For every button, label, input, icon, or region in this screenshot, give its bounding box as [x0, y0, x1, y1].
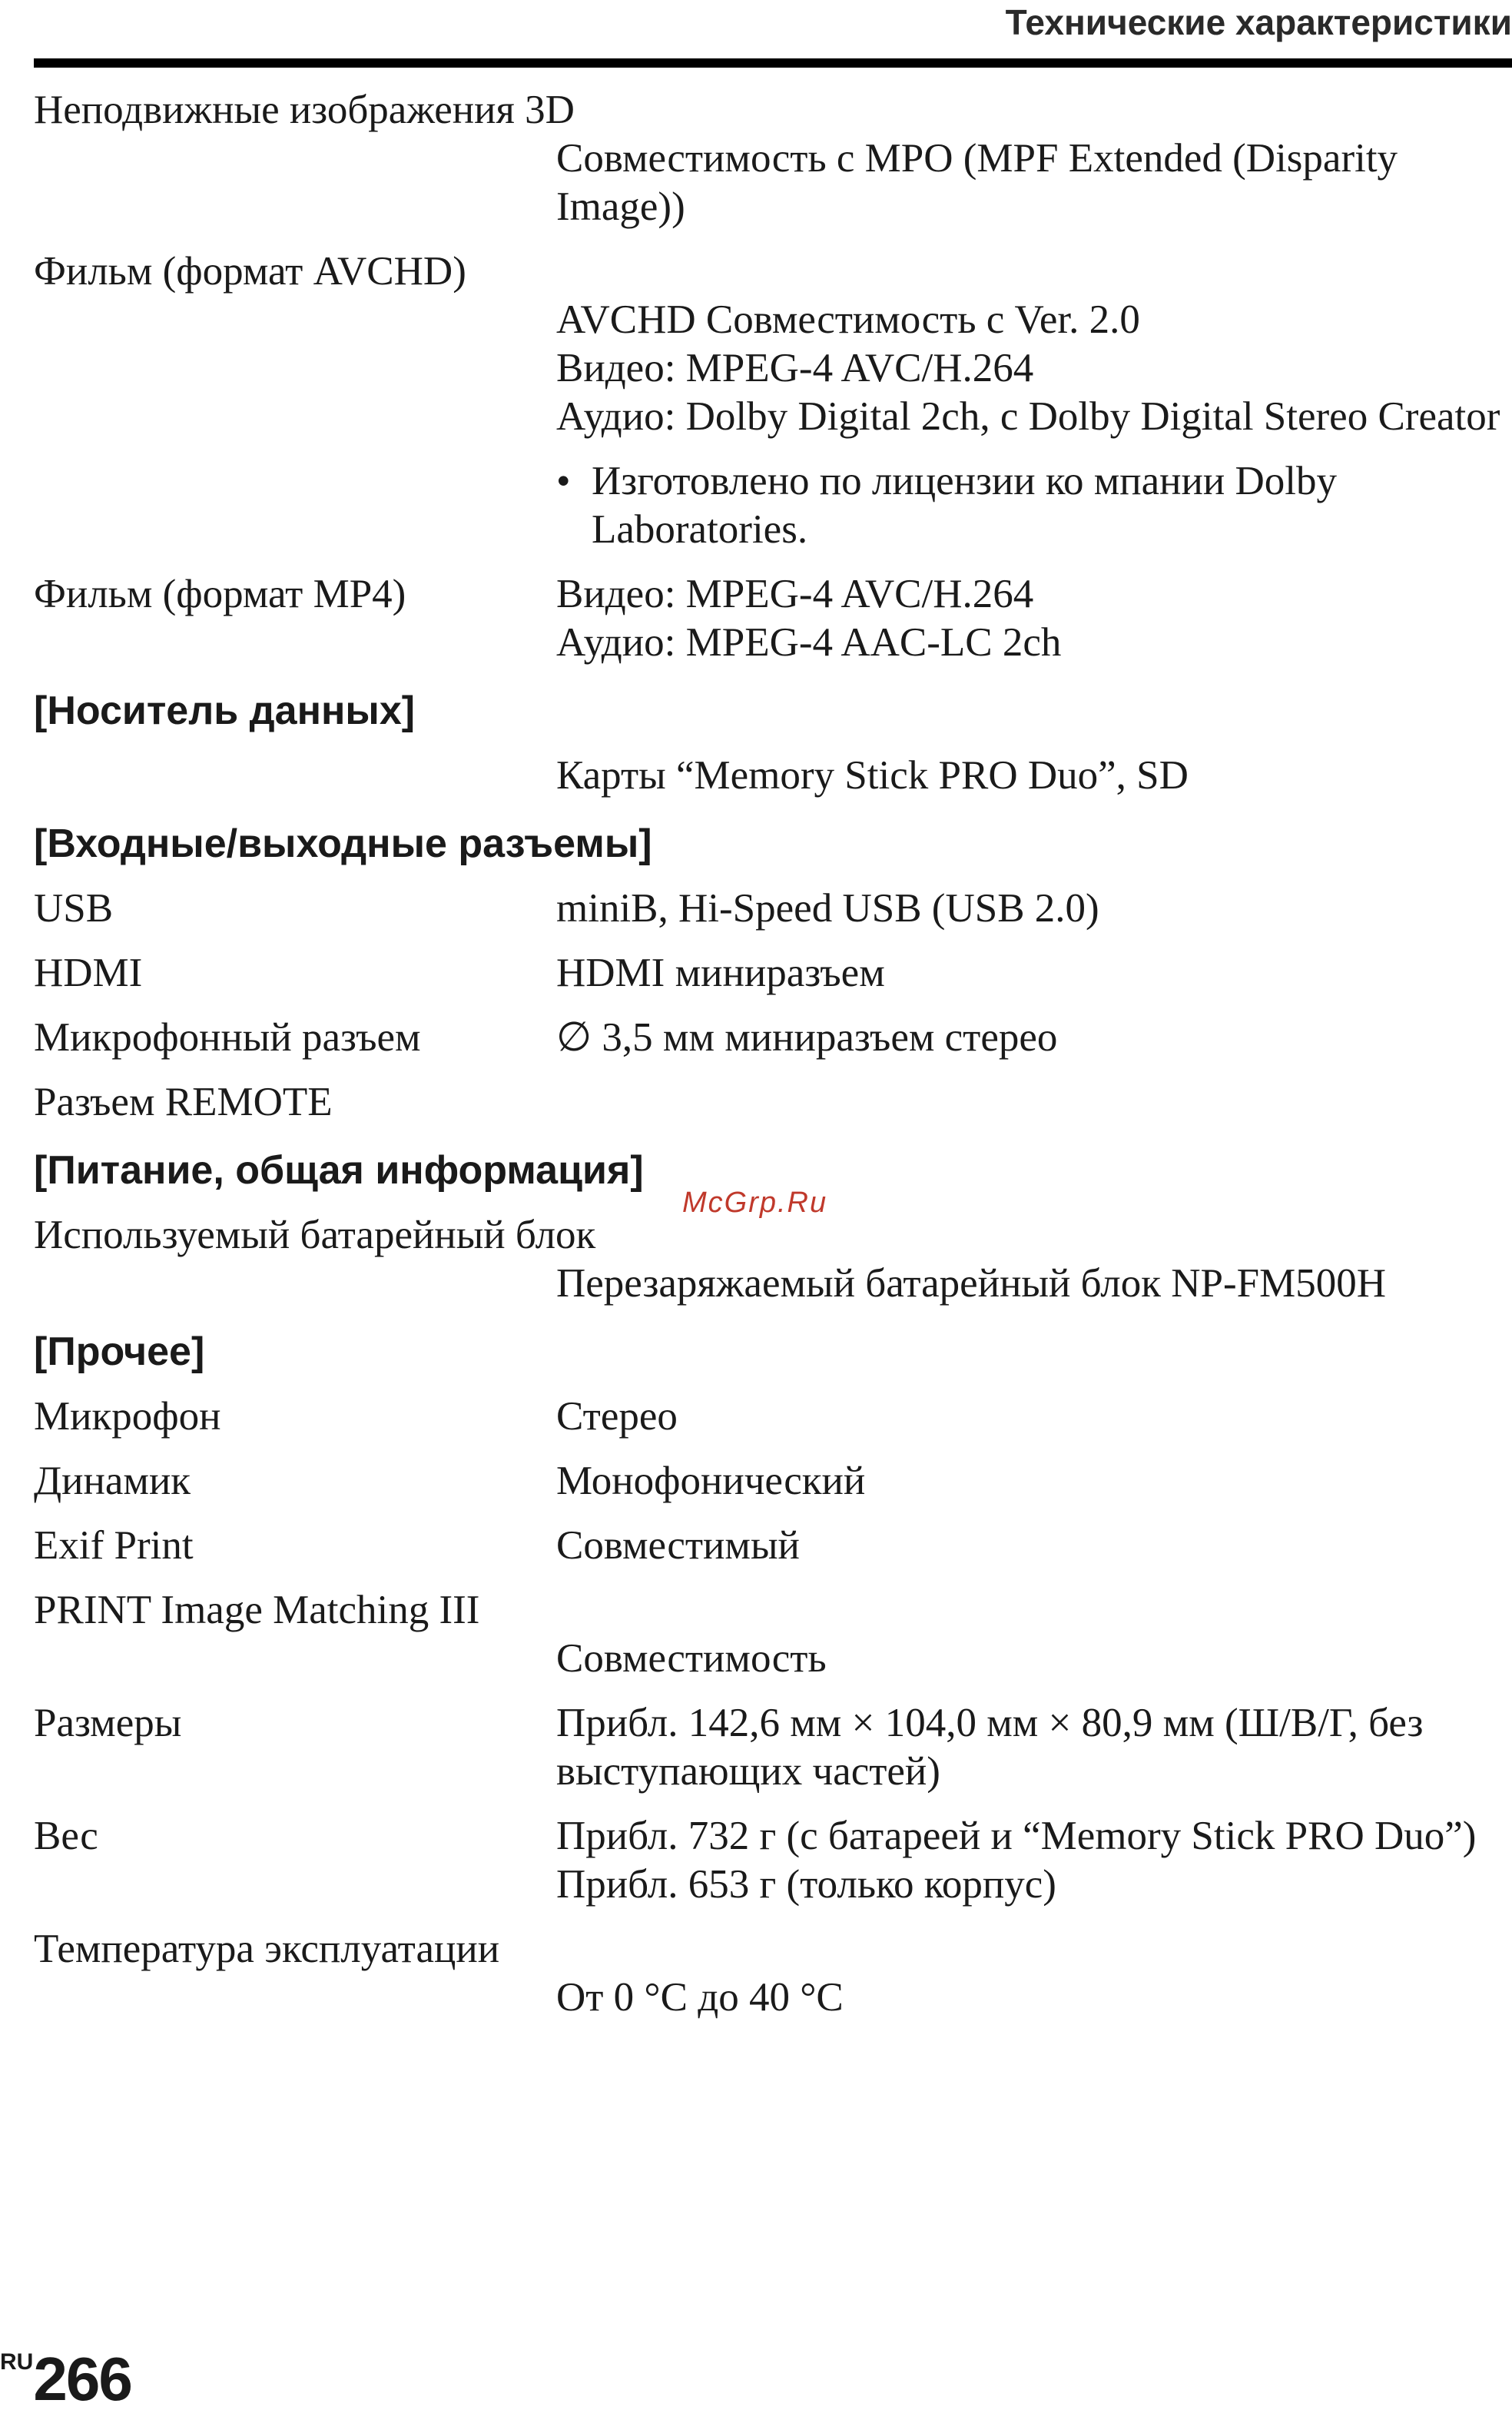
spec-values — [34, 1974, 1501, 2022]
spec-values — [556, 570, 1061, 667]
spec-values — [556, 1457, 865, 1505]
page-lang-code: RU — [0, 2349, 34, 2375]
spec-content — [34, 86, 1501, 2038]
section-title: [Носитель данных] — [34, 689, 416, 733]
spec-label: USB — [34, 886, 114, 931]
spec-entry — [34, 885, 1501, 933]
spec-label: Размеры — [34, 1701, 182, 1745]
spec-label: Exif Print — [34, 1523, 194, 1568]
spec-entry — [34, 1925, 1501, 2022]
spec-label: Фильм (формат MP4) — [34, 572, 406, 616]
spec-value: AVCHD Совместимость с Ver. 2.0 — [556, 297, 1140, 342]
spec-label: Фильм (формат AVCHD) — [34, 249, 466, 294]
spec-label: Разъем REMOTE — [34, 1080, 333, 1124]
spec-label: HDMI — [34, 951, 143, 995]
page-number-value: 266 — [33, 2345, 131, 2413]
spec-entry — [34, 1586, 1501, 1683]
section-title: [Входные/выходные разъемы] — [34, 822, 652, 866]
spec-value: Совместимость — [556, 1636, 827, 1681]
spec-label: PRINT Image Matching III — [34, 1588, 480, 1632]
spec-entry — [34, 247, 1501, 554]
spec-entry — [34, 1812, 1501, 1909]
section-title: [Питание, общая информация] — [34, 1148, 644, 1193]
spec-values — [34, 752, 1501, 800]
spec-note — [556, 457, 1501, 554]
spec-label: Температура эксплуатации — [34, 1927, 500, 1971]
spec-value: Совместимый — [556, 1523, 800, 1568]
header-rule — [34, 58, 1512, 68]
spec-entry — [34, 1699, 1501, 1796]
spec-values — [34, 1635, 1501, 1683]
bullet-icon: • — [556, 459, 571, 503]
spec-value: Аудио: Dolby Digital 2ch, с Dolby Digital Stereo Creator — [556, 394, 1500, 439]
spec-value: Совместимость с MPO (MPF Extended (Disparity Image)) — [556, 136, 1398, 229]
spec-value: miniB, Hi-Speed USB (USB 2.0) — [556, 886, 1099, 931]
spec-value: HDMI миниразъем — [556, 951, 885, 995]
spec-values — [556, 1014, 1057, 1062]
spec-values — [556, 1812, 1476, 1909]
spec-value: Карты “Memory Stick PRO Duo”, SD — [556, 753, 1189, 798]
spec-values — [556, 949, 885, 998]
spec-values — [556, 885, 1099, 933]
running-title: Технические характеристики — [1005, 2, 1512, 42]
spec-values — [34, 134, 1501, 231]
spec-values — [34, 296, 1501, 554]
spec-value: Аудио: MPEG-4 AAC-LC 2ch — [556, 620, 1062, 665]
spec-label: Микрофон — [34, 1394, 221, 1439]
spec-value: Стерео — [556, 1394, 678, 1439]
spec-label: Вес — [34, 1814, 98, 1858]
spec-values — [556, 1699, 1501, 1796]
spec-label: Используемый батарейный блок — [34, 1213, 596, 1257]
spec-entry — [34, 949, 1501, 998]
spec-value: Прибл. 653 г (только корпус) — [556, 1862, 1056, 1907]
spec-entry — [34, 1393, 1501, 1441]
spec-entry — [34, 752, 1501, 800]
spec-label: Динамик — [34, 1459, 191, 1503]
spec-value: Прибл. 732 г (с батареей и “Memory Stick PRO Duo”) — [556, 1814, 1477, 1858]
spec-entry — [34, 570, 1501, 667]
spec-entry — [34, 1078, 1501, 1127]
spec-values — [34, 1260, 1501, 1308]
spec-value: Видео: MPEG-4 AVC/H.264 — [556, 572, 1034, 616]
spec-value: Перезаряжаемый батарейный блок NP-FM500H — [556, 1261, 1387, 1306]
spec-label: Неподвижные изображения 3D — [34, 88, 575, 132]
spec-values — [556, 1393, 678, 1441]
spec-value: Прибл. 142,6 мм × 104,0 мм × 80,9 мм (Ш/В/Г, без выступающих частей) — [556, 1701, 1424, 1794]
spec-value: ∅ 3,5 мм миниразъем стерео — [556, 1015, 1058, 1060]
spec-value: От 0 °C до 40 °C — [556, 1975, 844, 2020]
note-text: Изготовлено по лицензии ко мпании Dolby Laboratories. — [592, 459, 1337, 552]
spec-entry — [34, 86, 1501, 231]
spec-entry — [34, 1211, 1501, 1308]
spec-label: Микрофонный разъем — [34, 1015, 421, 1060]
page-number — [0, 2344, 131, 2415]
spec-values — [556, 1522, 800, 1570]
spec-entry — [34, 1014, 1501, 1062]
spec-value: Видео: MPEG-4 AVC/H.264 — [556, 346, 1034, 390]
section-title: [Прочее] — [34, 1330, 205, 1374]
spec-value: Монофонический — [556, 1459, 866, 1503]
watermark-text: McGrp.Ru — [682, 1187, 828, 1219]
spec-entry — [34, 1522, 1501, 1570]
spec-entry — [34, 1457, 1501, 1505]
